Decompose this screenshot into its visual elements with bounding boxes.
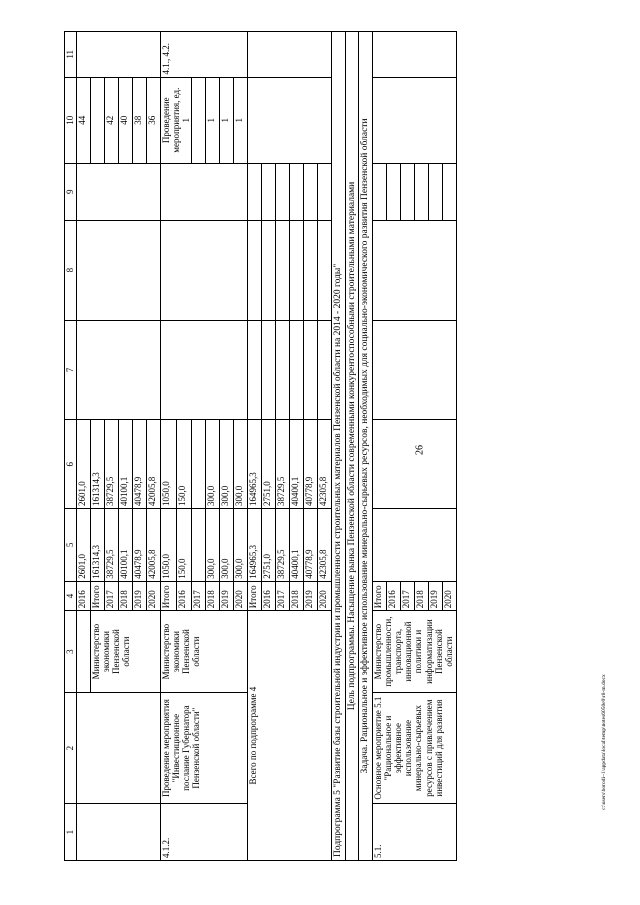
column-number-row	[65, 32, 77, 861]
indicator-cell: 1	[220, 77, 234, 163]
value-cell: 300,0	[206, 420, 220, 509]
year-cell: 2020	[443, 581, 457, 611]
value-cell	[192, 420, 206, 509]
indicator-cell: 1	[206, 77, 220, 163]
value-cell: 2751,0	[262, 420, 276, 509]
cell	[318, 220, 332, 320]
value-cell: 40400,1	[290, 509, 304, 582]
ministry-cell: Министерство экономики Пензенской области	[91, 611, 161, 693]
cell	[248, 220, 262, 320]
cell	[77, 163, 161, 220]
value-cell: 300,0	[206, 509, 220, 582]
cell	[429, 163, 443, 220]
value-cell: 38729,5	[276, 420, 290, 509]
cell	[373, 163, 387, 220]
indicator-cell	[161, 77, 192, 163]
cell	[415, 163, 429, 220]
value-cell: 38729,5	[105, 420, 119, 509]
value-cell: 2601,0	[77, 420, 91, 509]
col-header: 3	[65, 611, 77, 693]
value-cell: 300,0	[220, 509, 234, 582]
indicator-cell: 38	[133, 77, 147, 163]
col-header: 1	[65, 804, 77, 861]
table-row	[248, 32, 262, 861]
year-cell: Итого	[248, 581, 262, 611]
cell	[248, 32, 332, 78]
item-name: Проведение мероприятия "Инвестиционное послание Губернатора Пензенской области"	[161, 692, 248, 803]
cell	[161, 163, 248, 220]
value-cell: 40778,9	[304, 420, 318, 509]
col-header: 2	[65, 692, 77, 803]
value-cell: 42305,8	[318, 509, 332, 582]
year-cell: 2018	[119, 581, 133, 611]
year-cell: 2019	[133, 581, 147, 611]
value-cell: 38729,5	[276, 509, 290, 582]
cell	[248, 163, 262, 220]
year-cell: 2020	[234, 581, 248, 611]
value-cell: 150,0	[176, 420, 192, 509]
year-cell: 2020	[147, 581, 161, 611]
cell	[373, 77, 457, 163]
table-row	[359, 32, 373, 861]
value-cell: 40100,1	[119, 420, 133, 509]
indicator-cell	[91, 77, 105, 163]
value-cell: 40478,9	[133, 509, 147, 582]
budget-table	[64, 31, 457, 861]
year-cell: 2017	[192, 581, 206, 611]
year-cell: 2018	[206, 581, 220, 611]
cell	[304, 163, 318, 220]
year-cell: 2017	[401, 581, 415, 611]
cell	[161, 320, 248, 420]
value-cell: 40478,9	[133, 420, 147, 509]
value-cell: 300,0	[234, 509, 248, 582]
value-cell: 164965,3	[248, 509, 262, 582]
cell	[77, 320, 161, 420]
subprogram-title: Подпрограмма 5 "Развитие базы строительной индустрии и промышленности строительных материалов Пензенской области на 2014 - 2020 годы"	[332, 32, 346, 861]
cell	[290, 320, 304, 420]
year-cell: Итого	[161, 581, 177, 611]
col-header: 6	[65, 420, 77, 509]
year-cell: 2017	[276, 581, 290, 611]
cell	[276, 320, 290, 420]
indicator-cell	[192, 77, 206, 163]
year-cell: Итого	[91, 581, 105, 611]
indicator-cell: 42	[105, 77, 119, 163]
value-cell: 2601,0	[77, 509, 91, 582]
cell	[77, 220, 161, 320]
cell	[248, 77, 332, 163]
col-header: 9	[65, 163, 77, 220]
cell	[248, 320, 262, 420]
item-name: Основное мероприятие 5.1 "Рациональное и эффективное использование минерально-сырьевых ресурсов с привлечением инвестиций для развития	[373, 692, 457, 803]
subprogram-goal: Цель подпрограммы. Насыщение рынка Пензенской области современными конкурентоспособными строительными материалами	[345, 32, 359, 861]
value-cell	[192, 509, 206, 582]
cell	[373, 509, 457, 582]
table-row	[161, 32, 177, 861]
item-number: 4.1.2.	[161, 804, 248, 861]
value-cell: 42305,8	[318, 420, 332, 509]
indicator-cell: 36	[147, 77, 161, 163]
year-cell: 2018	[415, 581, 429, 611]
indicator-cell: 1	[234, 77, 248, 163]
value-cell: 300,0	[220, 420, 234, 509]
cell	[77, 804, 161, 861]
value-cell: 38729,5	[105, 509, 119, 582]
cell	[262, 220, 276, 320]
year-cell: 2018	[290, 581, 304, 611]
cell	[373, 320, 457, 420]
value-cell: 1050,0	[161, 420, 177, 509]
value-cell: 40100,1	[119, 509, 133, 582]
cell	[276, 163, 290, 220]
year-cell: 2016	[77, 581, 91, 611]
col-header: 4	[65, 581, 77, 611]
value-cell: 161314,3	[91, 509, 105, 582]
value-cell: 164965,3	[248, 420, 262, 509]
cell	[387, 163, 401, 220]
cell	[290, 220, 304, 320]
value-cell: 42005,8	[147, 509, 161, 582]
indicator-value: 1	[181, 117, 192, 123]
cell	[77, 692, 161, 803]
indicator-label: Проведение мероприятия, ед.	[161, 87, 182, 153]
col-header: 8	[65, 220, 77, 320]
ref-cell: 4.1., 4.2.	[161, 32, 248, 78]
indicator-cell: 40	[119, 77, 133, 163]
year-cell: Итого	[373, 581, 387, 611]
ministry-cell: Министерство экономики Пензенской области	[161, 611, 248, 693]
cell	[401, 163, 415, 220]
cell	[276, 220, 290, 320]
indicator-cell: 44	[77, 77, 91, 163]
table-row	[77, 32, 91, 861]
value-cell: 300,0	[234, 420, 248, 509]
year-cell: 2020	[318, 581, 332, 611]
col-header: 5	[65, 509, 77, 582]
budget-table-sheet	[64, 31, 576, 861]
year-cell: 2016	[387, 581, 401, 611]
cell	[290, 163, 304, 220]
value-cell: 1050,0	[161, 509, 177, 582]
cell	[77, 611, 91, 693]
col-header: 11	[65, 32, 77, 78]
cell	[373, 220, 457, 320]
table-row	[332, 32, 346, 861]
value-cell: 42005,8	[147, 420, 161, 509]
cell	[373, 420, 457, 509]
year-cell: 2017	[105, 581, 119, 611]
year-cell: 2019	[429, 581, 443, 611]
ministry-cell: Министерство промышленности, транспорта, инновационной политики и информатизации Пензенской области	[373, 611, 457, 693]
subprogram-task: Задача. Рациональное и эффективное использование минерально-сырьевых ресурсов, необходимых для социально-экономического развития Пензенской области	[359, 32, 373, 861]
table-row	[373, 32, 387, 861]
table-row	[345, 32, 359, 861]
footer-file-path: c:\users\borodi~1\appdata\local\temp\notes6050e9\r8-m.docx	[601, 674, 607, 810]
cell	[304, 220, 318, 320]
value-cell: 150,0	[176, 509, 192, 582]
cell	[373, 32, 457, 78]
year-cell: 2016	[176, 581, 192, 611]
cell	[443, 163, 457, 220]
col-header: 7	[65, 320, 77, 420]
year-cell: 2019	[304, 581, 318, 611]
cell	[262, 320, 276, 420]
col-header: 10	[65, 77, 77, 163]
cell	[318, 163, 332, 220]
cell	[77, 32, 161, 78]
cell	[318, 320, 332, 420]
value-cell: 40400,1	[290, 420, 304, 509]
cell	[304, 320, 318, 420]
value-cell: 2751,0	[262, 509, 276, 582]
year-cell: 2019	[220, 581, 234, 611]
value-cell: 40778,9	[304, 509, 318, 582]
cell	[161, 220, 248, 320]
cell	[262, 163, 276, 220]
value-cell: 161314,3	[91, 420, 105, 509]
subtotal-label: Всего по подпрограмме 4	[248, 611, 332, 861]
page-number: 26	[414, 445, 426, 455]
year-cell: 2016	[262, 581, 276, 611]
item-number: 5.1.	[373, 804, 457, 861]
